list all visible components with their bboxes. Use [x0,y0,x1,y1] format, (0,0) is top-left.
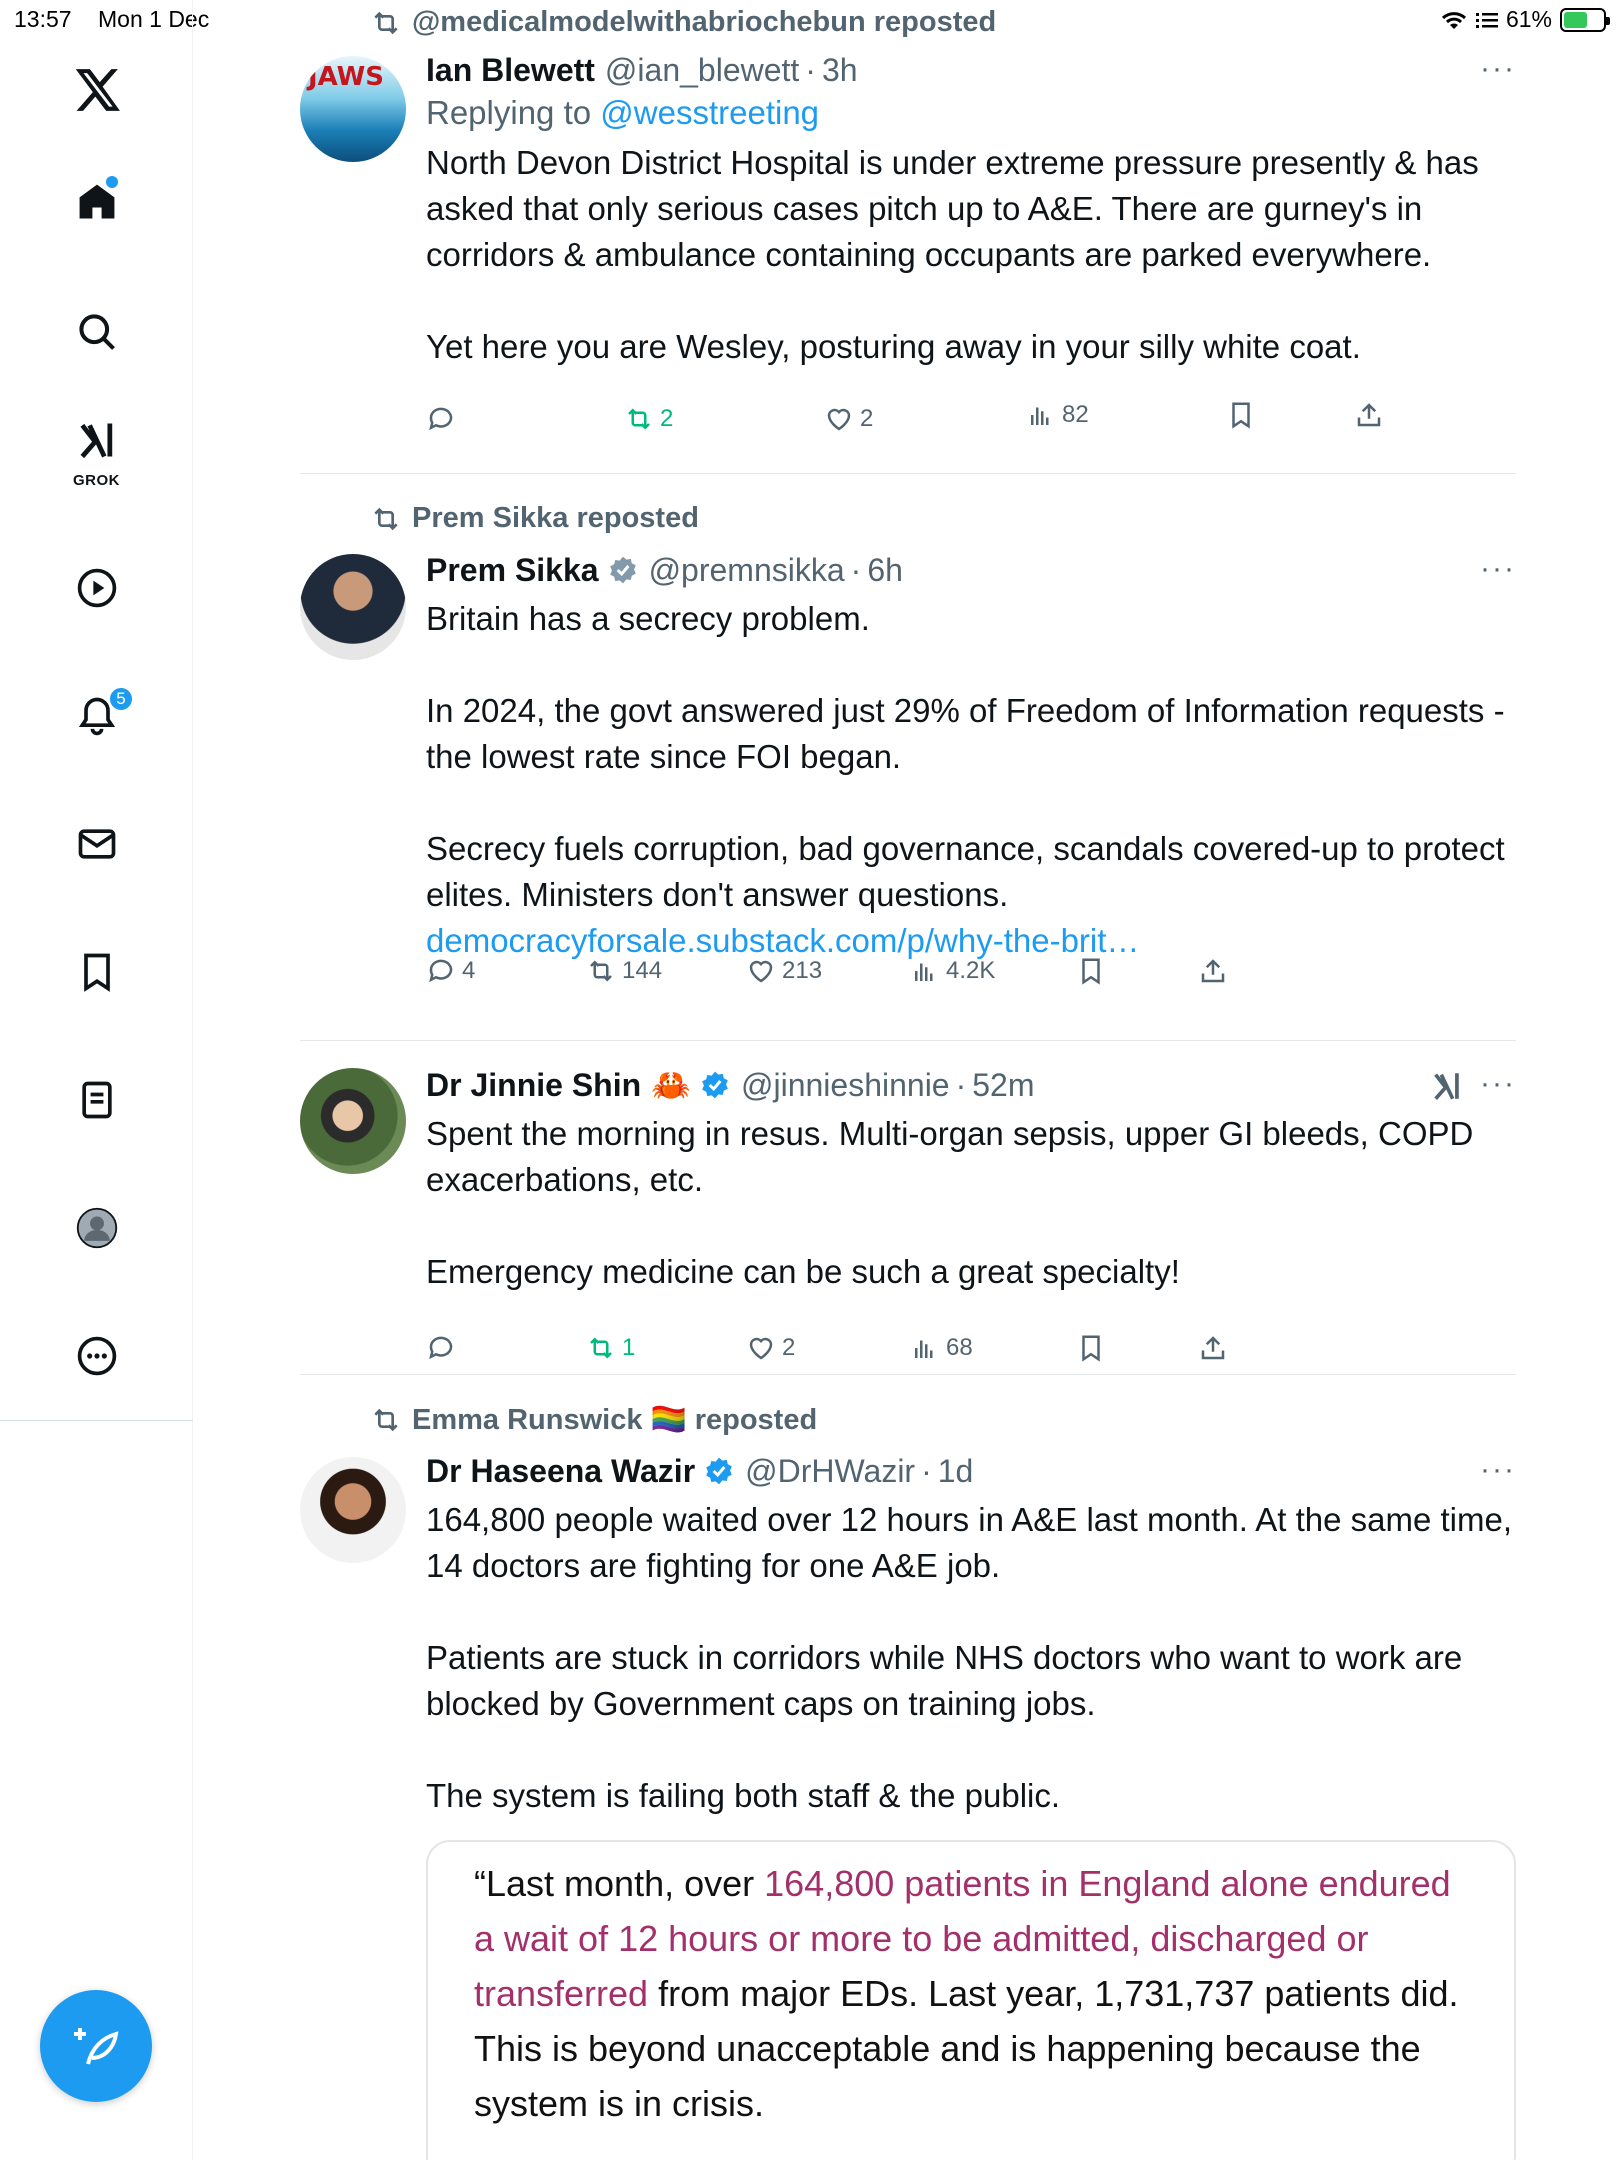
quote-text-end: from major EDs. Last year, 1,731,737 patients did. This is beyond unacceptable and is happening because the system is in crisis. [474,1973,1459,2124]
repost-count: 2 [660,405,674,432]
separator: · [850,551,862,588]
reply-to-handle[interactable]: @wesstreeting [600,94,820,131]
tweet[interactable] [300,1375,1516,2160]
separator: · [955,1066,967,1103]
bookmark-button[interactable] [1076,956,1106,986]
repost-icon [586,956,616,986]
views-icon [910,1333,940,1363]
like-button[interactable] [746,1333,795,1363]
tweet-body [426,1449,1516,1819]
author-handle[interactable]: @DrHWazir [745,1452,916,1489]
avatar[interactable] [300,56,406,162]
nav-notifications[interactable] [0,676,193,756]
share-button[interactable] [1198,956,1228,986]
verified-grey-icon [607,554,639,586]
tweet-time[interactable]: 6h [867,551,903,588]
bookmark-icon [1076,956,1106,986]
reply-prefix: Replying to [426,94,601,131]
quote-image-card[interactable] [426,1840,1516,2160]
share-button[interactable] [1354,400,1384,430]
like-button[interactable] [824,404,873,434]
bookmark-icon [1076,1333,1106,1363]
grok-icon[interactable] [1430,1069,1464,1103]
views-count: 68 [946,1334,973,1361]
repost-button[interactable] [624,404,673,434]
quote-text-start: “Last month, over [474,1863,765,1904]
nav-grok[interactable] [0,410,193,490]
tweet-body [426,1063,1516,1361]
sidebar-divider [0,1420,193,1421]
views-button[interactable] [1026,400,1089,430]
tweet-header [426,1449,1516,1493]
views-button[interactable] [910,1333,973,1363]
crab-emoji: 🦀 [651,1067,691,1103]
reply-icon [426,1333,456,1363]
heart-icon [746,956,776,986]
avatar-image-text: JAWS [308,62,385,92]
views-button[interactable] [910,956,995,986]
repost-indicator [370,502,699,535]
tweet[interactable] [300,1041,1516,1374]
status-date: Mon 1 Dec [98,6,210,32]
repost-button[interactable] [586,1333,635,1363]
like-count: 2 [860,405,874,432]
reply-icon [426,404,456,434]
author-name[interactable]: Ian Blewett [426,51,595,88]
tweet-time[interactable]: 52m [972,1066,1035,1103]
separator: · [921,1452,932,1489]
like-button[interactable] [746,956,822,986]
tweet-text: North Devon District Hospital is under extreme pressure presently & has asked that only serious cases pitch up to A&E. There are gurney's in corridors & ambulance containing occupants are parked everywhere. Yet here you are Wesley, posturing away in your silly white coat. [426,144,1479,365]
battery-percent: 61% [1505,6,1552,32]
bookmark-button[interactable] [1226,400,1256,430]
tweet-time[interactable]: 1d [937,1452,974,1489]
author-name[interactable]: Dr Jinnie Shin [426,1066,642,1103]
nav-video[interactable] [0,548,193,628]
tweet[interactable] [300,0,1516,474]
tweet[interactable] [300,474,1516,1041]
tweet-text: Spent the morning in resus. Multi-organ sepsis, upper GI bleeds, COPD exacerbations, etc. Emergency medicine can be such a great specialty! [426,1115,1474,1290]
author-handle[interactable]: @jinnieshinnie [740,1066,950,1103]
tweet-header [426,548,1516,592]
verified-blue-icon [703,1455,735,1487]
repost-count: 1 [622,1334,636,1361]
author-handle[interactable]: @premnsikka [648,551,845,588]
repost-icon [370,1404,402,1436]
heart-icon [824,404,854,434]
play-icon [75,566,119,610]
tweet-header [426,1063,1516,1107]
replying-to [426,94,1516,132]
avatar[interactable] [300,1068,406,1174]
repost-icon [624,404,654,434]
repost-by: @medicalmodelwithabriochebun reposted [412,6,997,38]
more-circle-icon [75,1334,119,1378]
repost-count: 144 [622,957,663,984]
home-unread-dot [106,176,118,188]
timeline-feed [194,0,1620,2160]
share-icon [1198,956,1228,986]
tweet-actions [426,956,1426,996]
tweet-text: 164,800 people waited over 12 hours in A&E last month. At the same time, 14 doctors are fighting for one A&E job. Patients are stuck in corridors while NHS doctors who want to work are blocked by Government caps on training jobs. The system is failing both staff & the public. [426,1501,1512,1814]
bookmark-icon [1226,400,1256,430]
tweet-text: Britain has a secrecy problem. In 2024, the govt answered just 29% of Freedom of Information requests - the lowest rate since FOI began. Secrecy fuels corruption, bad governance, scandals covered-up to protect elites. Ministers don't answer questions. [426,600,1505,913]
share-icon [1354,400,1384,430]
grok-label: GROK [73,472,120,489]
repost-icon [370,503,402,535]
nav-lists[interactable] [0,1060,193,1140]
nav-search[interactable] [0,292,193,372]
avatar[interactable] [300,1457,406,1563]
sidebar [0,0,193,2160]
like-count: 213 [782,957,823,984]
notifications-badge: 5 [108,686,134,712]
repost-button[interactable] [586,956,662,986]
compose-feather-icon [72,2022,120,2070]
status-time: 13:57 [14,6,72,32]
bookmark-icon [75,950,119,994]
tweet-actions [426,401,1426,444]
reply-icon [426,956,456,986]
reply-button[interactable] [426,1333,456,1363]
grok-icon [75,418,119,462]
author-name[interactable]: Dr Haseena Wazir [426,1452,696,1489]
compose-post-button[interactable] [40,1990,152,2102]
nav-bookmarks[interactable] [0,932,193,1012]
repost-by: Emma Runswick 🏳️‍🌈 reposted [412,1404,818,1436]
avatar[interactable] [300,554,406,660]
repost-indicator [370,1403,817,1437]
repost-by: Prem Sikka reposted [412,502,699,534]
mail-icon [75,822,119,866]
quote-highlight: 164,800 patients in England alone endured a wait of 12 hours or more to be admitted, discharged or transferred [474,1863,1451,2014]
reply-count: 4 [462,957,476,984]
heart-icon [746,1333,776,1363]
repost-icon [370,7,402,39]
verified-blue-icon [699,1069,731,1101]
more-options-icon[interactable]: ··· [1480,1453,1516,1486]
tweet-body [426,48,1516,432]
author-handle[interactable]: @ian_blewett [604,51,800,88]
reply-button[interactable] [426,956,475,986]
nav-more[interactable] [0,1316,193,1396]
tweet-actions [426,1333,1426,1373]
x-logo-icon[interactable] [0,50,193,130]
share-icon [1198,1333,1228,1363]
repost-icon [586,1333,616,1363]
more-options-icon[interactable]: ··· [1480,552,1516,585]
nav-messages[interactable] [0,804,193,884]
share-button[interactable] [1198,1333,1228,1363]
bookmark-button[interactable] [1076,1333,1106,1363]
more-options-icon[interactable]: ··· [1480,52,1516,85]
author-name[interactable]: Prem Sikka [426,551,599,588]
more-options-icon[interactable]: ··· [1480,1067,1516,1100]
repost-indicator [370,6,996,39]
nav-profile[interactable] [0,1188,193,1268]
profile-avatar-icon [75,1206,119,1250]
tweet-time[interactable]: 3h [821,51,858,88]
tweet-body [426,548,1516,984]
views-icon [910,956,940,986]
separator: · [805,51,816,88]
search-icon [75,310,119,354]
link-text[interactable]: democracyforsale.substack.com/p/why-the-brit… [426,922,1140,959]
like-count: 2 [782,1334,796,1361]
reply-button[interactable] [426,404,456,434]
nav-home[interactable] [0,162,193,242]
views-count: 4.2K [946,957,996,984]
tweet-header [426,48,1516,92]
lists-icon [75,1078,119,1122]
views-icon [1026,400,1056,430]
views-count: 82 [1062,401,1089,428]
